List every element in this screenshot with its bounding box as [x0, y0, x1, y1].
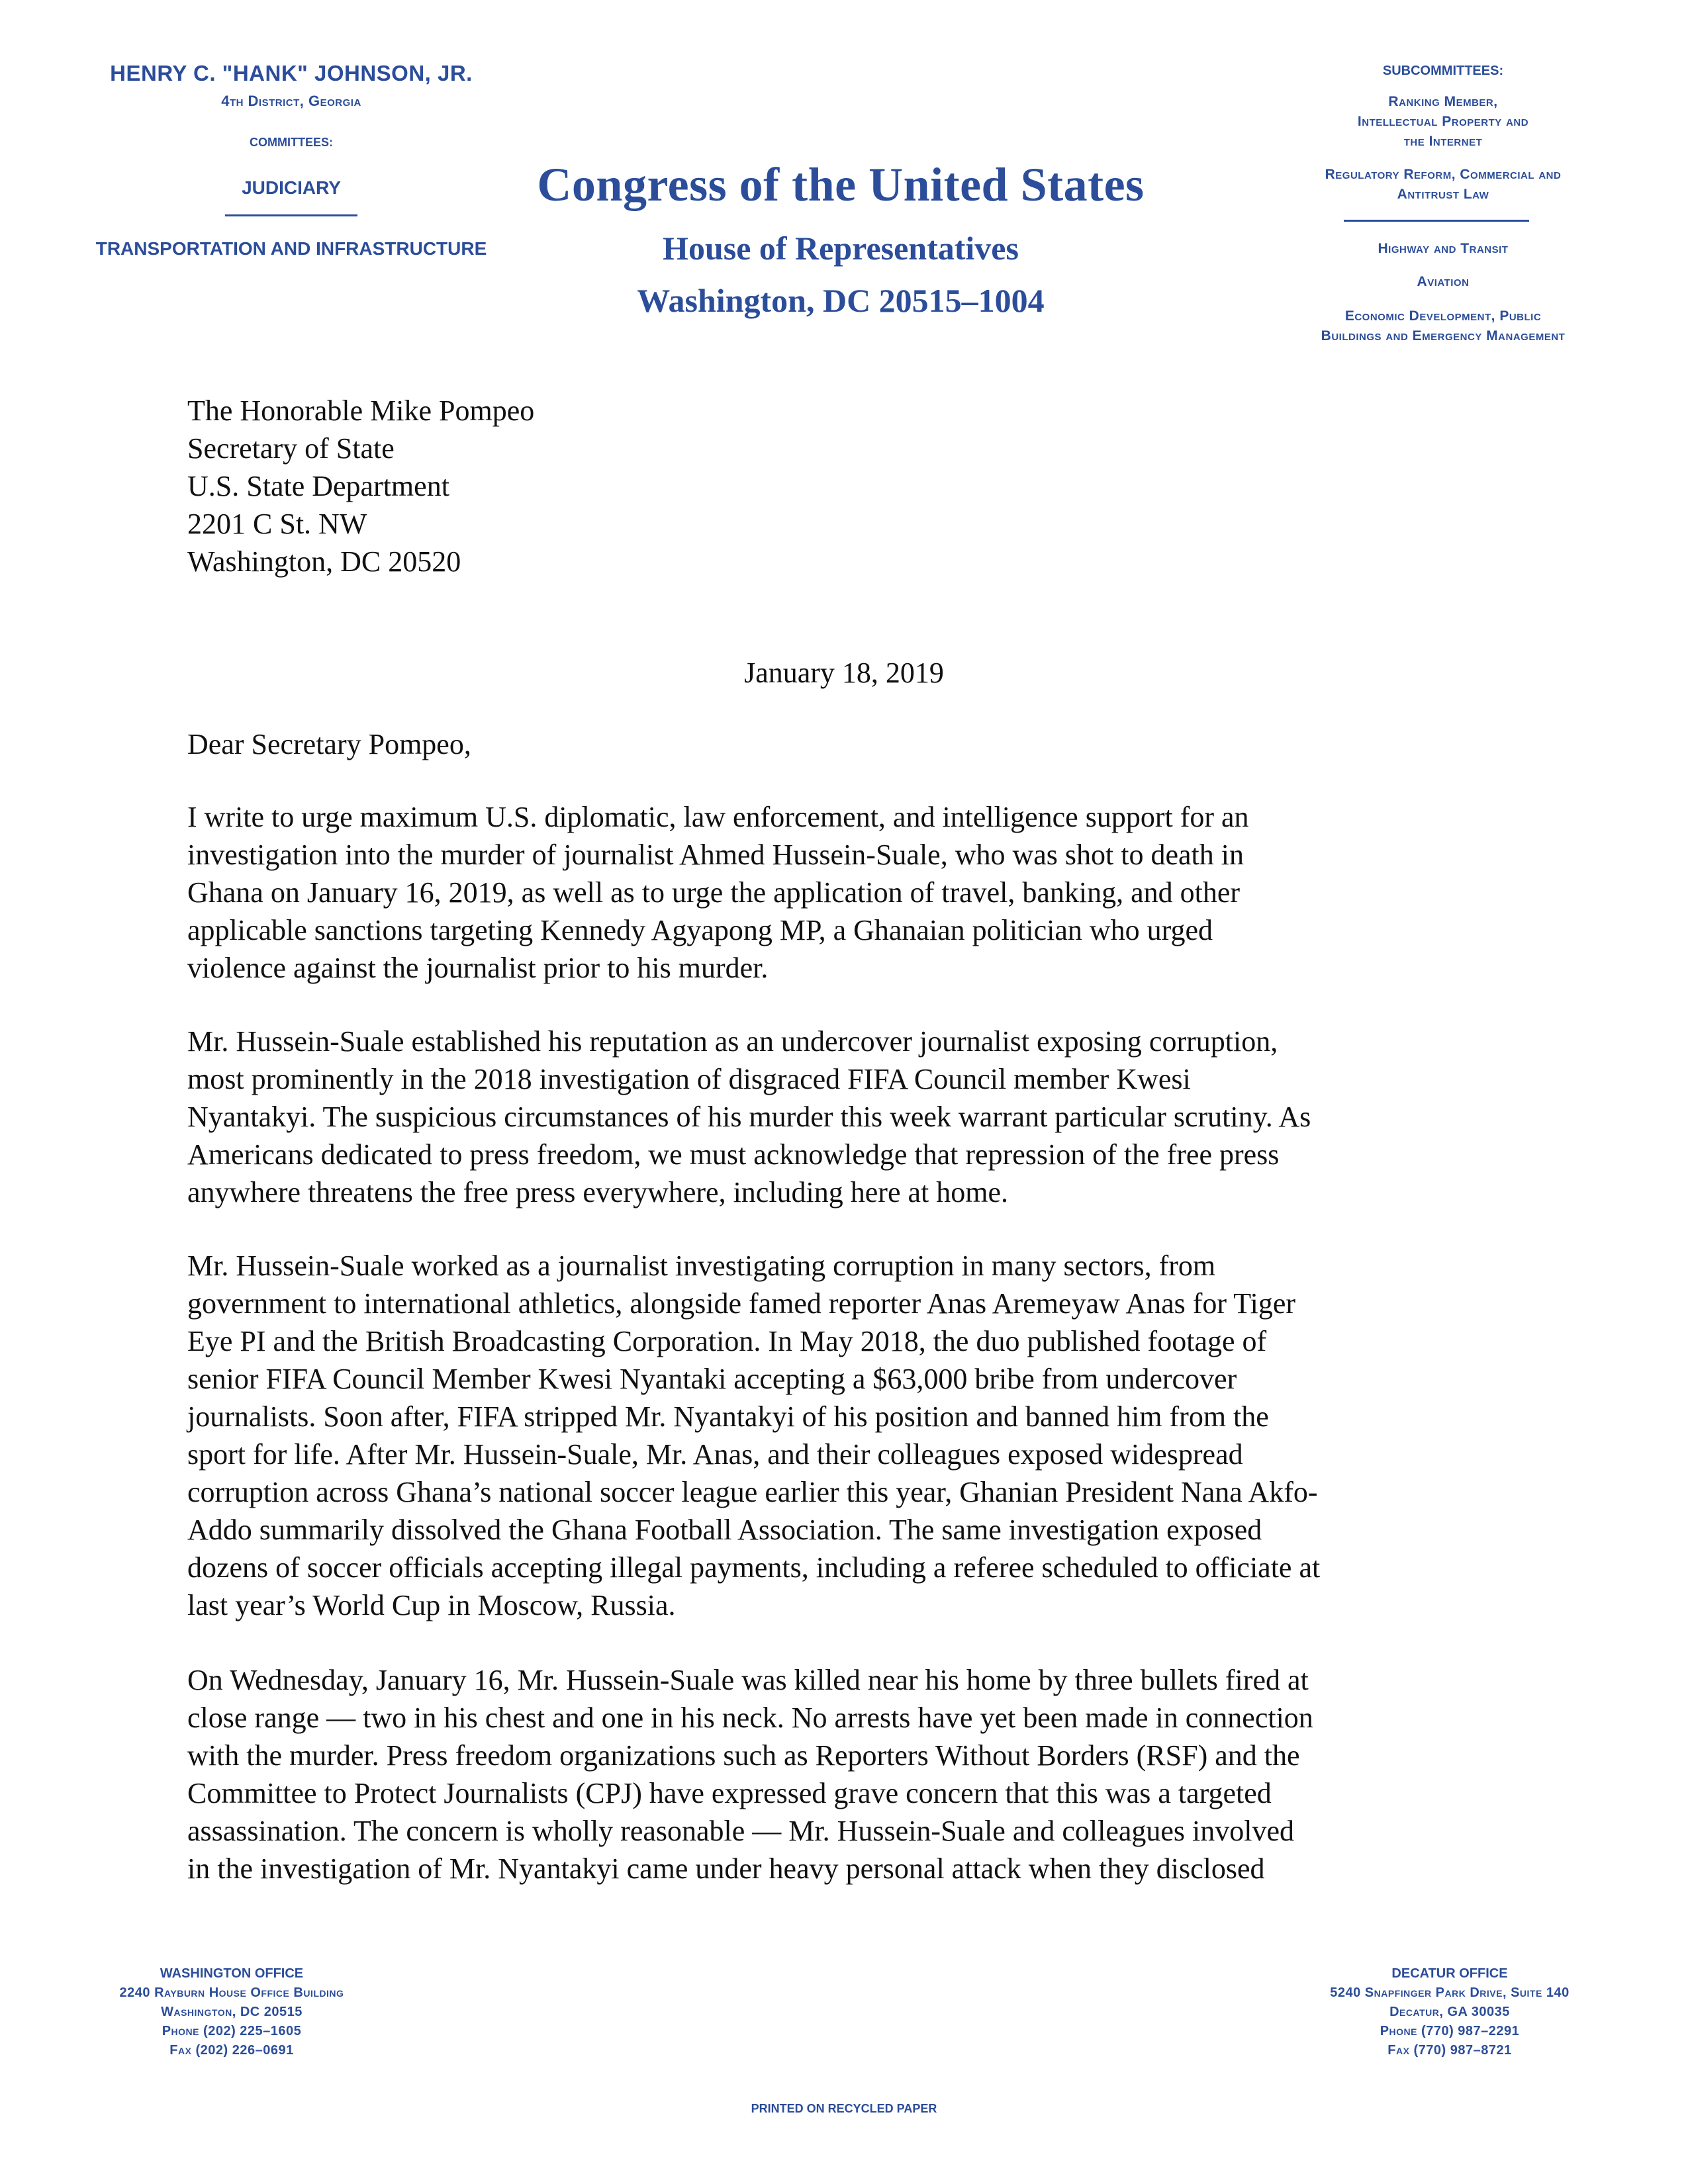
paragraph-line: sport for life. After Mr. Hussein-Suale, Mr. Anas, and their colleagues exposed widespread: [187, 1438, 1243, 1471]
subcommittee-econ-line: Economic Development, Public: [1344, 308, 1542, 324]
committee-transportation: TRANSPORTATION AND INFRASTRUCTURE: [95, 238, 487, 259]
decatur-office-block: [1284, 1964, 1615, 2060]
paragraph-line: close range — two in his chest and one in his neck. No arrests have yet been made in connection: [187, 1702, 1313, 1734]
recipient-line: 2201 C St. NW: [187, 508, 367, 540]
subcommittee-ranking-line: Ranking Member,: [1388, 94, 1498, 109]
recycled-paper-note: PRINTED ON RECYCLED PAPER: [751, 2102, 937, 2115]
subcommittee-econ-line: Buildings and Emergency Management: [1321, 328, 1566, 343]
decatur-office-phone: Phone (770) 987–2291: [1380, 2024, 1520, 2038]
washington-office-phone: Phone (202) 225–1605: [162, 2024, 302, 2038]
washington-office-block: [73, 1964, 391, 2060]
paragraph-line: Addo summarily dissolved the Ghana Football Association. The same investigation exposed: [187, 1514, 1262, 1546]
paragraph-line: senior FIFA Council Member Kwesi Nyantaki accepting a $63,000 bribe from undercover: [187, 1363, 1237, 1395]
salutation: Dear Secretary Pompeo,: [187, 728, 471, 760]
city-zip: Washington, DC 20515–1004: [637, 282, 1045, 319]
paragraph-line: Eye PI and the British Broadcasting Corporation. In May 2018, the duo published footage of: [187, 1325, 1267, 1357]
paragraph-line: anywhere threatens the free press everywhere, including here at home.: [187, 1176, 1008, 1208]
paragraph-line: Mr. Hussein-Suale established his reputation as an undercover journalist exposing corruption,: [187, 1025, 1278, 1058]
paragraph-line: assassination. The concern is wholly reasonable — Mr. Hussein-Suale and colleagues involved: [187, 1815, 1295, 1847]
body-paragraph: [187, 1247, 1511, 1624]
decatur-office-fax: Fax (770) 987–8721: [1387, 2043, 1512, 2058]
paragraph-line: Ghana on January 16, 2019, as well as to urge the application of travel, banking, and other: [187, 876, 1241, 909]
letter-date: January 18, 2019: [744, 657, 944, 689]
paragraph-line: government to international athletics, alongside famed reporter Anas Aremeyaw Anas for Tiger: [187, 1287, 1295, 1320]
subcommittee-ranking-line: Intellectual Property and: [1357, 114, 1529, 129]
member-name: HENRY C. "HANK" JOHNSON, JR.: [110, 61, 473, 85]
paragraph-line: most prominently in the 2018 investigation of disgraced FIFA Council member Kwesi: [187, 1063, 1191, 1095]
recipient-line: Washington, DC 20520: [187, 545, 461, 578]
subcommittee-divider: [1344, 220, 1529, 222]
paragraph-line: Nyantakyi. The suspicious circumstances of his murder this week warrant particular scrutiny. As: [187, 1101, 1311, 1133]
recipient-line: The Honorable Mike Pompeo: [187, 394, 535, 427]
paragraph-line: violence against the journalist prior to his murder.: [187, 952, 769, 984]
body-paragraph: [187, 1661, 1511, 1888]
paragraph-line: Mr. Hussein-Suale worked as a journalist investigating corruption in many sectors, from: [187, 1250, 1216, 1282]
subcommittees-label: SUBCOMMITTEES:: [1382, 64, 1504, 78]
decatur-office-line: Decatur, GA 30035: [1389, 2005, 1510, 2019]
member-district: 4th District, Georgia: [221, 93, 361, 109]
paragraph-line: with the murder. Press freedom organizations such as Reporters Without Borders (RSF) and the: [187, 1739, 1300, 1772]
subcommittee-ranking-line: the Internet: [1403, 134, 1483, 149]
body-paragraph: [187, 798, 1511, 987]
washington-office-line: Washington, DC 20515: [161, 2005, 303, 2019]
committee-divider: [225, 214, 357, 216]
washington-office-title: WASHINGTON OFFICE: [160, 1966, 304, 1981]
paragraph-line: On Wednesday, January 16, Mr. Hussein-Suale was killed near his home by three bullets fired at: [187, 1664, 1309, 1696]
paragraph-line: dozens of soccer officials accepting illegal payments, including a referee scheduled to officiate at: [187, 1551, 1321, 1584]
paragraph-line: corruption across Ghana’s national soccer league earlier this year, Ghanian President Nana Akfo-: [187, 1476, 1318, 1508]
decatur-office-title: DECATUR OFFICE: [1391, 1966, 1508, 1981]
paragraph-line: Americans dedicated to press freedom, we must acknowledge that repression of the free press: [187, 1138, 1280, 1171]
paragraph-line: investigation into the murder of journalist Ahmed Hussein-Suale, who was shot to death in: [187, 839, 1244, 871]
subcommittee-regulatory-line: Antitrust Law: [1397, 187, 1489, 202]
paragraph-line: journalists. Soon after, FIFA stripped Mr. Nyantakyi of his position and banned him from the: [187, 1400, 1269, 1433]
paragraph-line: last year’s World Cup in Moscow, Russia.: [187, 1589, 676, 1621]
paragraph-line: I write to urge maximum U.S. diplomatic, law enforcement, and intelligence support for an: [187, 801, 1249, 833]
decatur-office-line: 5240 Snapfinger Park Drive, Suite 140: [1330, 1985, 1570, 2000]
subcommittee-regulatory-line: Regulatory Reform, Commercial and: [1325, 167, 1562, 182]
committee-judiciary: JUDICIARY: [242, 177, 341, 198]
subcommittee-highway: Highway and Transit: [1378, 241, 1509, 256]
paragraph-line: applicable sanctions targeting Kennedy Agyapong MP, a Ghanaian politician who urged: [187, 914, 1213, 946]
recipient-address: [187, 392, 1114, 580]
recipient-line: Secretary of State: [187, 432, 395, 465]
committees-label: COMMITTEES:: [250, 136, 333, 149]
body-paragraph: [187, 1023, 1511, 1211]
washington-office-line: 2240 Rayburn House Office Building: [119, 1985, 344, 2000]
paragraph-line: Committee to Protect Journalists (CPJ) have expressed grave concern that this was a targeted: [187, 1777, 1272, 1809]
chamber-title: House of Representatives: [663, 230, 1019, 267]
subcommittee-aviation: Aviation: [1417, 274, 1470, 289]
recipient-line: U.S. State Department: [187, 470, 449, 502]
washington-office-fax: Fax (202) 226–0691: [169, 2043, 294, 2058]
institution-title: Congress of the United States: [537, 158, 1145, 211]
paragraph-line: in the investigation of Mr. Nyantakyi came under heavy personal attack when they disclosed: [187, 1852, 1265, 1885]
